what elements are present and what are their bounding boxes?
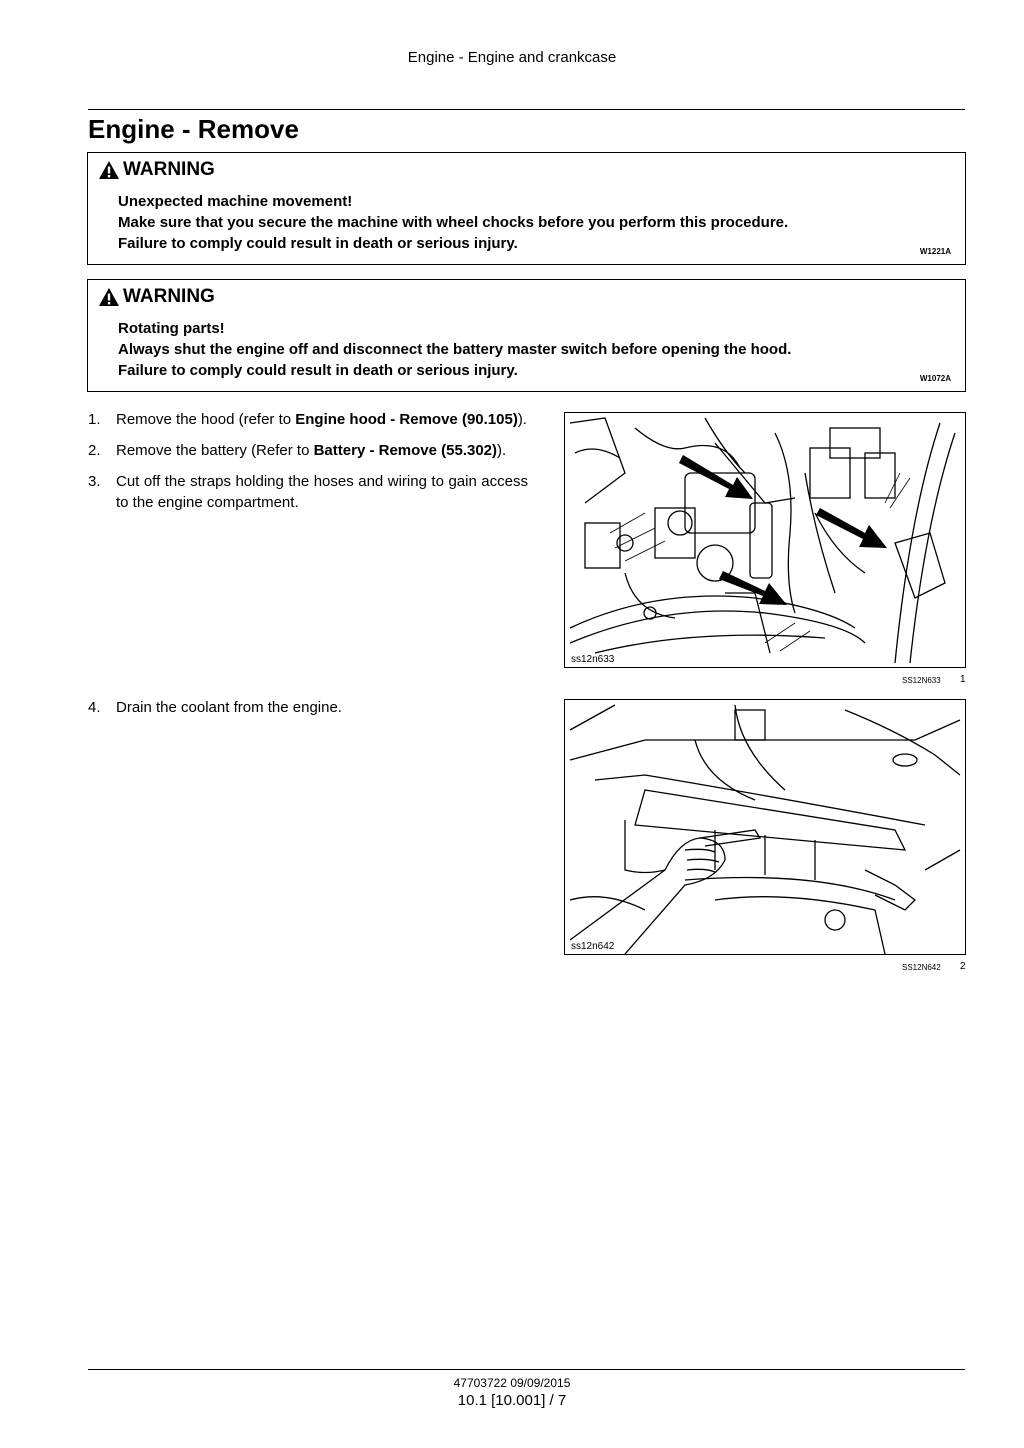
figure-image-tag: ss12n642 [571,941,615,952]
warning-consequence: Failure to comply could result in death or serious injury. [118,362,518,379]
warning-triangle-icon [98,287,120,307]
figure-engine-compartment [564,412,966,668]
warning-label: WARNING [123,286,215,307]
warning-heading [98,159,215,181]
cross-reference-link[interactable]: Battery - Remove (55.302) [313,442,498,459]
warning-heading [98,286,215,308]
step-4 [88,697,528,718]
figure-number: 2 [960,961,966,972]
step-number: 2. [88,442,101,459]
warning-hazard: Rotating parts! [118,320,225,337]
coolant-drain-illustration [565,700,965,954]
footer-rule [88,1369,965,1370]
step-number: 4. [88,699,101,716]
step-text [116,440,528,461]
warning-hazard: Unexpected machine movement! [118,193,353,210]
figure-caption: SS12N642 [902,963,941,972]
header-rule [88,109,965,110]
engine-compartment-illustration [565,413,965,667]
procedure-step-4 [88,697,528,728]
warning-code: W1221A [919,247,951,256]
step-number: 3. [88,473,101,490]
document-code: 47703722 09/09/2015 [453,1376,571,1390]
step-text [116,409,528,430]
figure-number: 1 [960,674,966,685]
figure-coolant-drain [564,699,966,955]
step-text-tail: ). [497,442,507,459]
warning-instruction: Make sure that you secure the machine with wheel chocks before you perform this procedure. [118,214,789,231]
step-3 [88,471,528,513]
step-1 [88,409,528,430]
warning-label: WARNING [123,159,215,180]
figure-image-tag: ss12n633 [571,654,615,665]
warning-box-rotating-parts [87,279,966,392]
page-number: 10.1 [10.001] / 7 [457,1392,567,1409]
figure-caption: SS12N633 [902,676,941,685]
step-text-lead: Remove the battery (Refer to [116,442,314,459]
warning-text [118,318,791,381]
step-text: Drain the coolant from the engine. [116,699,342,716]
cross-reference-link[interactable]: Engine hood - Remove (90.105) [295,411,518,428]
step-text-lead: Remove the hood (refer to [116,411,296,428]
warning-text [118,191,788,254]
step-2 [88,440,528,461]
step-text: Cut off the straps holding the hoses and wiring to gain access to the engine compartment. [116,473,528,511]
running-header: Engine - Engine and crankcase [407,49,617,66]
step-text-tail: ). [517,411,527,428]
procedure-steps-1-3 [88,409,528,523]
step-number: 1. [88,411,101,428]
warning-box-machine-movement [87,152,966,265]
warning-instruction: Always shut the engine off and disconnect the battery master switch before opening the hood. [118,341,792,358]
page-title: Engine - Remove [88,114,299,144]
warning-consequence: Failure to comply could result in death or serious injury. [118,235,518,252]
warning-triangle-icon [98,160,120,180]
warning-code: W1072A [919,374,951,383]
